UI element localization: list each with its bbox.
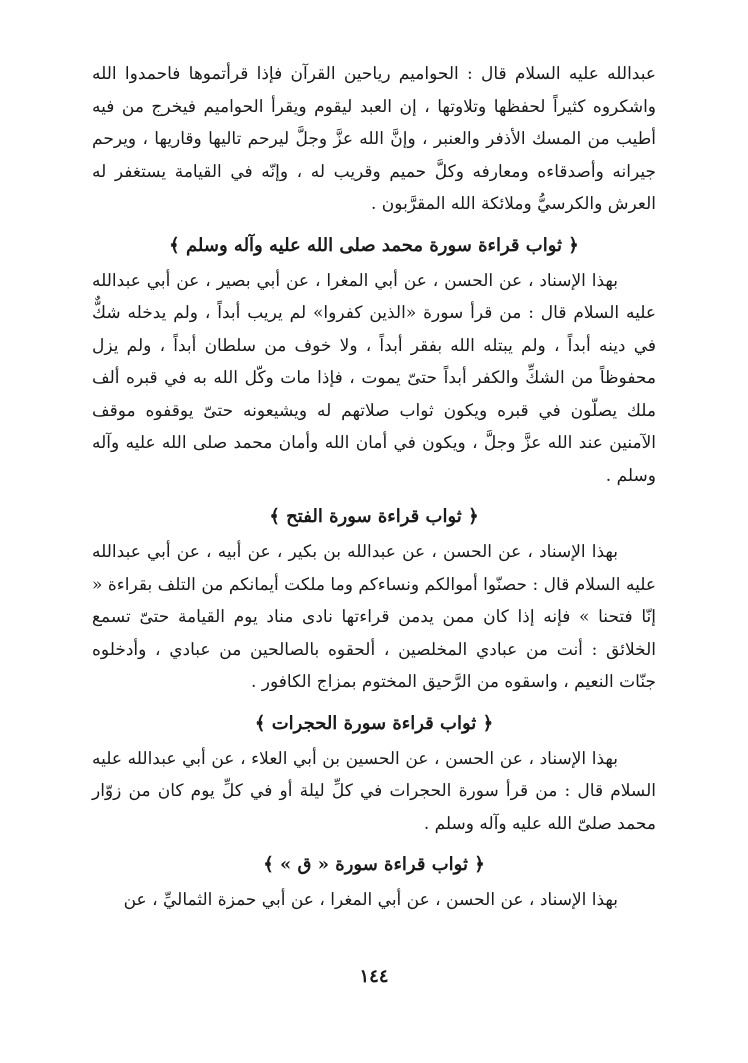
heading-surah-muhammad: ﴿ ثواب قراءة سورة محمد صلى الله عليه وآله وسلم ﴾	[169, 234, 579, 256]
paragraph-surah-al-hujurat: بهذا الإسناد ، عن الحسن ، عن الحسين بن أبي العلاء ، عن أبي عبدالله عليه السلام قال : من قرأ سورة الحجرات في كلِّ ليلة أو في كلِّ يوم كان من زوّار محمد صلىّ الله عليه وآله وسلم .	[92, 748, 656, 834]
page-number: ١٤٤	[359, 966, 389, 987]
paragraph-surah-qaf: بهذا الإسناد ، عن الحسن ، عن أبي المغرا ، عن أبي حمزة الثماليِّ ، عن	[123, 890, 618, 910]
paragraph-hawamim: عبدالله عليه السلام قال : الحواميم رياحين القرآن فإذا قرأتموها فاحمدوا الله واشكروه كثيراً لحفظها وتلاوتها ، إن العبد ليقوم ويقرأ الحواميم فيخرج من فيه أطيب من المسك الأذفر والعنبر ، وإنَّ الله عزَّ وجلَّ ليرحم تاليها وقاريها ، ويرحم جيرانه وأصدقاءه ومعارفه وكلَّ حميم وقريب له ، وإنّه في القيامة يستغفر له العرش والكرسيُّ وملائكة الله المقرَّبون .	[92, 64, 656, 214]
heading-surah-qaf: ﴿ ثواب قراءة سورة « ق » ﴾	[263, 854, 485, 875]
heading-surah-al-fath: ﴿ ثواب قراءة سورة الفتح ﴾	[269, 506, 479, 527]
paragraph-surah-al-fath: بهذا الإسناد ، عن الحسن ، عن عبدالله بن بكير ، عن أبيه ، عن أبي عبدالله عليه السلام قال : حصنّوا أموالكم ونساءكم وما ملكت أيمانكم من التلف بقراءة « إنّا فتحنا » فإنه إذا كان ممن يدمن قراءتها نادى مناد يوم القيامة حتىّ تسمع الخلائق : أنت من عبادي المخلصين ، ألحقوه بالصالحين من عبادي ، وأدخلوه جنّات النعيم ، واسقوه من الرَّحيق المختوم بمزاج الكافور .	[92, 542, 656, 692]
heading-surah-al-hujurat: ﴿ ثواب قراءة سورة الحجرات ﴾	[254, 712, 494, 734]
paragraph-surah-muhammad: بهذا الإسناد ، عن الحسن ، عن أبي المغرا ، عن أبي بصير ، عن أبي عبدالله عليه السلام قال : من قرأ سورة «الذين كفروا» لم يريب أبداً ، ولم يدخله شكٌّ في دينه أبداً ، ولم يبتله الله بفقر أبداً ، ولا خوف من سلطان أبداً ، ولم يزل محفوظاً من الشكِّ والكفر أبداً حتىّ يموت ، فإذا مات وكّل الله به في قبره ألف ملك يصلّون في قبره ويكون ثواب صلاتهم له ويشيعونه حتىّ يوقفوه موقف الآمنين عند الله عزَّ وجلَّ ، ويكون في أمان الله وأمان محمد صلى الله عليه وآله وسلم .	[92, 270, 656, 486]
